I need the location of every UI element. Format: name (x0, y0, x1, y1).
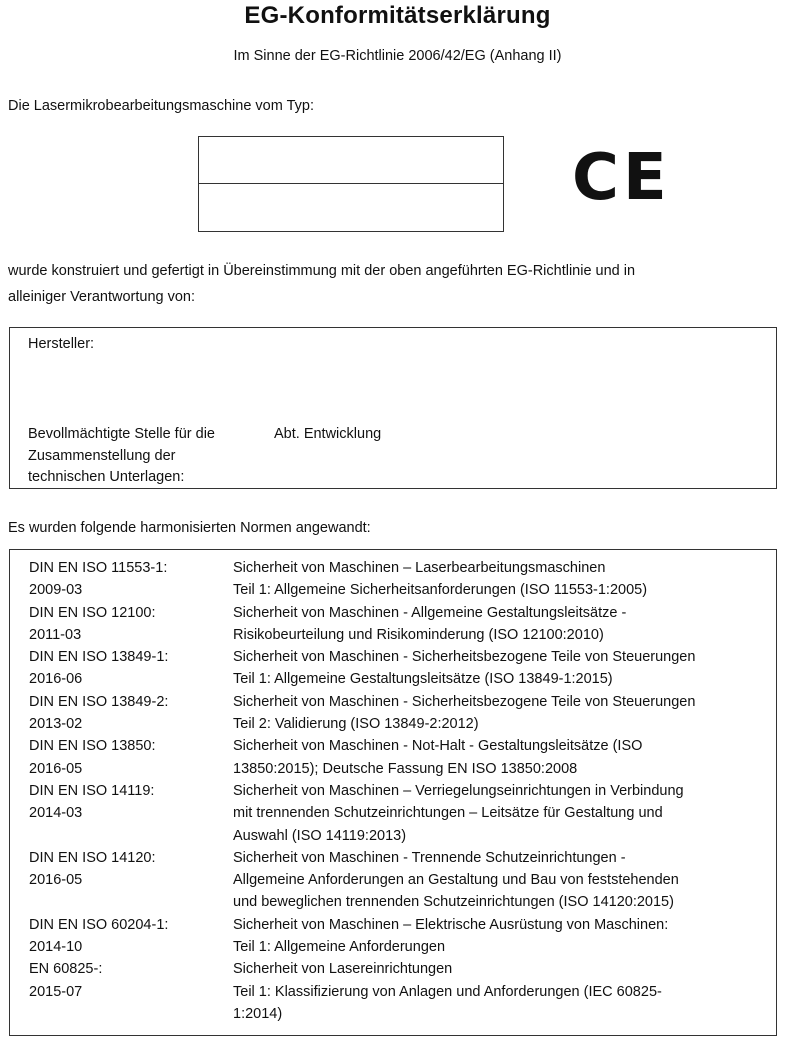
norm-code-line: 2016-05 (29, 872, 83, 889)
authorized-agent-label-line: technischen Unterlagen: (28, 469, 185, 485)
norm-code-line: 2009-03 (29, 582, 83, 599)
norm-description (233, 847, 776, 914)
norms-intro: Es wurden folgende harmonisierten Normen angewandt: (8, 520, 371, 536)
norm-code-line: DIN EN ISO 13850: (29, 738, 156, 755)
norm-row (10, 691, 776, 736)
norm-row (10, 735, 776, 780)
document-title: EG-Konformitätserklärung (244, 2, 551, 29)
norm-code-line: DIN EN ISO 13849-2: (29, 693, 169, 710)
norm-code (10, 780, 233, 847)
norm-description-line: Sicherheit von Maschinen - Allgemeine Gestaltungsleitsätze - (233, 604, 627, 621)
directive-subtitle: Im Sinne der EG-Richtlinie 2006/42/EG (Anhang II) (233, 48, 562, 64)
authorized-agent-label (28, 424, 215, 489)
norm-code (10, 847, 233, 914)
norm-code (10, 646, 233, 691)
norm-code-line: 2016-05 (29, 760, 83, 777)
norm-code-line: DIN EN ISO 14120: (29, 849, 156, 866)
norm-description-line: Risikobeurteilung und Risikominderung (ISO 12100:2010) (233, 626, 604, 643)
norm-description-line: 1:2014) (233, 1005, 283, 1022)
norms-table (9, 549, 777, 1036)
norm-code-line: DIN EN ISO 11553-1: (29, 560, 168, 576)
norm-description (233, 735, 776, 780)
norm-description (233, 691, 776, 736)
conformity-text-line-1: wurde konstruiert und gefertigt in Übereinstimmung mit der oben angeführten EG-Richtlinie und in (8, 263, 636, 279)
norm-row (10, 958, 776, 1025)
norm-description-line: mit trennenden Schutzeinrichtungen – Leitsätze für Gestaltung und (233, 805, 663, 822)
norm-description-line: Sicherheit von Lasereinrichtungen (233, 961, 453, 978)
norm-row (10, 557, 776, 602)
machine-type-field-1[interactable] (199, 137, 503, 184)
norm-code-line: 2011-03 (29, 626, 82, 643)
norm-row (10, 646, 776, 691)
norm-code-line: DIN EN ISO 60204-1: (29, 916, 169, 933)
norm-code-line: DIN EN ISO 12100: (29, 604, 156, 621)
norm-description-line: Sicherheit von Maschinen – Verriegelungseinrichtungen in Verbindung (233, 782, 684, 799)
norm-description-line: Teil 2: Validierung (ISO 13849-2:2012) (233, 716, 479, 733)
norm-code-line: EN 60825-: (29, 961, 103, 978)
authorized-agent-value: Abt. Entwicklung (274, 426, 382, 442)
norm-description (233, 602, 776, 647)
machine-type-box (198, 136, 504, 232)
norm-description-line: Allgemeine Anforderungen an Gestaltung und Bau von feststehenden (233, 872, 679, 889)
norm-description-line: Teil 1: Allgemeine Sicherheitsanforderungen (ISO 11553-1:2005) (233, 582, 648, 599)
norm-description-line: und beweglichen trennenden Schutzeinrichtungen (ISO 14120:2015) (233, 894, 674, 911)
norm-description (233, 914, 776, 959)
machine-type-field-2[interactable] (199, 184, 503, 231)
norm-code (10, 557, 233, 602)
norm-code-line: 2014-03 (29, 805, 83, 822)
norm-code-line: 2014-10 (29, 939, 83, 956)
norm-code-line: 2016-06 (29, 671, 83, 688)
norm-description-line: Teil 1: Klassifizierung von Anlagen und Anforderungen (IEC 60825- (233, 983, 662, 1000)
norm-code-line: DIN EN ISO 14119: (29, 782, 155, 799)
norm-code-line: 2015-07 (29, 983, 83, 1000)
norm-code (10, 735, 233, 780)
norm-description-line: Sicherheit von Maschinen - Sicherheitsbezogene Teile von Steuerungen (233, 649, 696, 666)
manufacturer-box (9, 327, 777, 489)
norm-row (10, 780, 776, 847)
norm-code-line: 2013-02 (29, 716, 83, 733)
norm-description-line: Auswahl (ISO 14119:2013) (233, 827, 407, 844)
norm-description-line: Teil 1: Allgemeine Gestaltungsleitsätze (ISO 13849-1:2015) (233, 671, 613, 688)
norm-description-line: Sicherheit von Maschinen - Sicherheitsbezogene Teile von Steuerungen (233, 693, 696, 710)
norm-description (233, 780, 776, 847)
manufacturer-label: Hersteller: (28, 336, 95, 352)
norm-description-line: Sicherheit von Maschinen – Laserbearbeitungsmaschinen (233, 560, 606, 576)
norm-code (10, 602, 233, 647)
norm-code (10, 958, 233, 1025)
norm-description (233, 958, 776, 1025)
norm-description-line: Sicherheit von Maschinen – Elektrische Ausrüstung von Maschinen: (233, 916, 669, 933)
norm-description (233, 646, 776, 691)
conformity-text-line-2: alleiniger Verantwortung von: (8, 289, 196, 305)
norm-row (10, 914, 776, 959)
norm-row (10, 602, 776, 647)
authorized-agent-label-line: Bevollmächtigte Stelle für die (28, 426, 215, 442)
machine-type-intro: Die Lasermikrobearbeitungsmaschine vom Typ: (8, 98, 314, 114)
norm-code (10, 914, 233, 959)
norm-description-line: Sicherheit von Maschinen - Trennende Schutzeinrichtungen - (233, 849, 626, 866)
norm-description-line: Teil 1: Allgemeine Anforderungen (233, 939, 446, 956)
norm-description (233, 557, 776, 602)
norm-code (10, 691, 233, 736)
norm-code-line: DIN EN ISO 13849-1: (29, 649, 169, 666)
ce-mark-logo: CE (572, 141, 671, 215)
norm-row (10, 847, 776, 914)
authorized-agent-label-line: Zusammenstellung der (28, 447, 176, 464)
norm-description-line: Sicherheit von Maschinen - Not-Halt - Gestaltungsleitsätze (ISO (233, 738, 643, 755)
norm-description-line: 13850:2015); Deutsche Fassung EN ISO 13850:2008 (233, 760, 578, 777)
